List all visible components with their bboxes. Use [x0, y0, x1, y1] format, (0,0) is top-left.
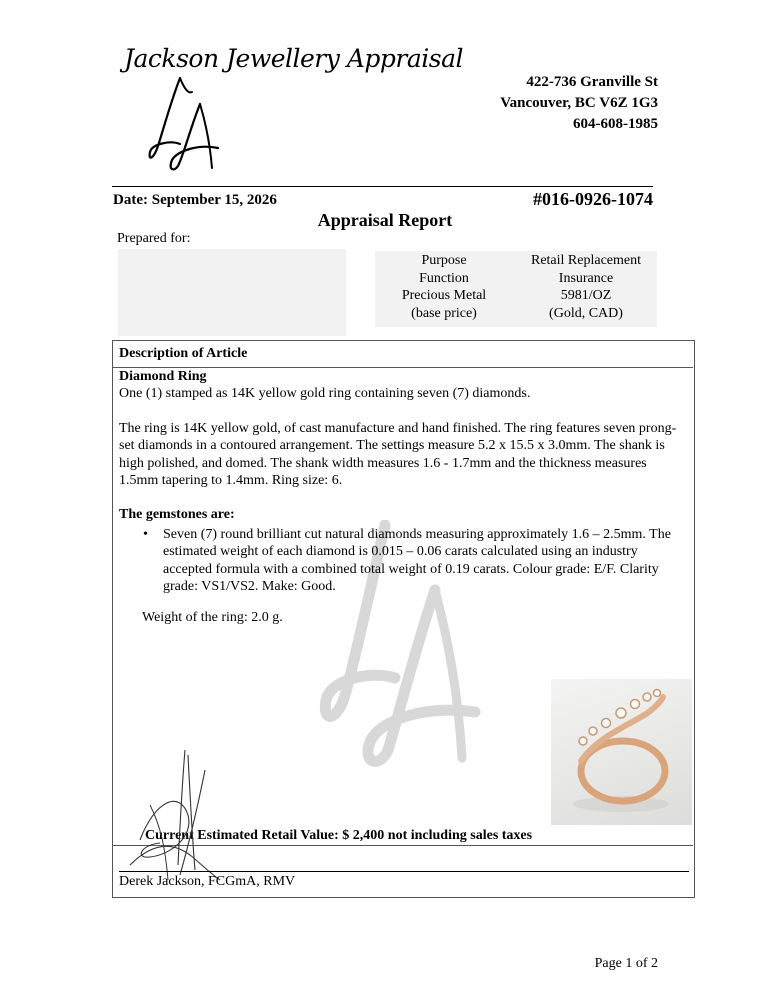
item-details: The ring is 14K yellow gold, of cast manufacture and hand finished. The ring features seven prong-set diamonds in a contoured arrangement. The settings measure 5.2 x 15.5 x 3.0mm. The shank is high polished, and domed. The shank width measures 1.6 - 1.7mm and the thickness measures 1.5mm tapering to 1.4mm. Ring size: 6.	[119, 420, 677, 489]
precious-metal-value: 5981/OZ	[560, 288, 612, 304]
purpose-label: Purpose	[421, 253, 467, 268]
item-name: Diamond Ring	[119, 369, 207, 384]
gemstones-list	[119, 526, 689, 596]
purpose-value: Retail Replacement	[530, 253, 641, 268]
function-value: Insurance	[558, 270, 614, 286]
signature-line	[119, 871, 689, 872]
report-title: Appraisal Report	[317, 210, 453, 230]
list-item: • Seven (7) round brilliant cut natural diamonds measuring approximately 1.6 – 2.5mm. The estimated weight of each diamond is 0.015 – 0.06 carats calculated using an industry accepted formula with a combined total weight of 0.19 carats. Colour grade: E/F. Clarity grade: VS1/VS2. Make: Good.	[163, 526, 689, 596]
report-date: Date: September 15, 2026	[113, 192, 277, 208]
page-number: Page 1 of 2	[594, 956, 658, 971]
ring-illustration	[551, 679, 692, 825]
company-name: Jackson Jewellery Appraisal	[124, 44, 463, 73]
item-summary: One (1) stamped as 14K yellow gold ring containing seven (7) diamonds.	[119, 386, 531, 402]
info-values	[515, 252, 657, 322]
function-label: Function	[419, 270, 469, 286]
base-price-value: (Gold, CAD)	[549, 305, 623, 321]
ring-photo	[551, 679, 692, 825]
address-line-2: Vancouver, BC V6Z 1G3	[500, 95, 658, 111]
precious-metal-label: Precious Metal	[401, 288, 487, 304]
description-content	[119, 368, 689, 627]
report-number: #016-0926-1074	[533, 189, 653, 209]
description-heading: Description of Article	[119, 346, 248, 361]
address-line-1: 422-736 Granville St	[526, 74, 658, 90]
prepared-for-label: Prepared for:	[117, 231, 191, 246]
base-price-label: (base price)	[411, 305, 477, 321]
appraiser-signature	[110, 745, 230, 885]
appraiser-name: Derek Jackson, FCGmA, RMV	[119, 874, 296, 889]
appraisal-info-box	[375, 251, 657, 327]
header-divider	[112, 186, 653, 187]
phone-number: 604-608-1985	[573, 116, 658, 132]
company-address	[500, 72, 658, 135]
jj-monogram-logo	[140, 74, 230, 174]
gemstones-heading: The gemstones are:	[119, 507, 235, 523]
info-labels	[375, 252, 513, 322]
prepared-for-box	[118, 249, 346, 336]
estimated-retail-value: Current Estimated Retail Value: $ 2,400 not including sales taxes	[145, 828, 533, 843]
ring-weight: Weight of the ring: 2.0 g.	[142, 610, 283, 626]
